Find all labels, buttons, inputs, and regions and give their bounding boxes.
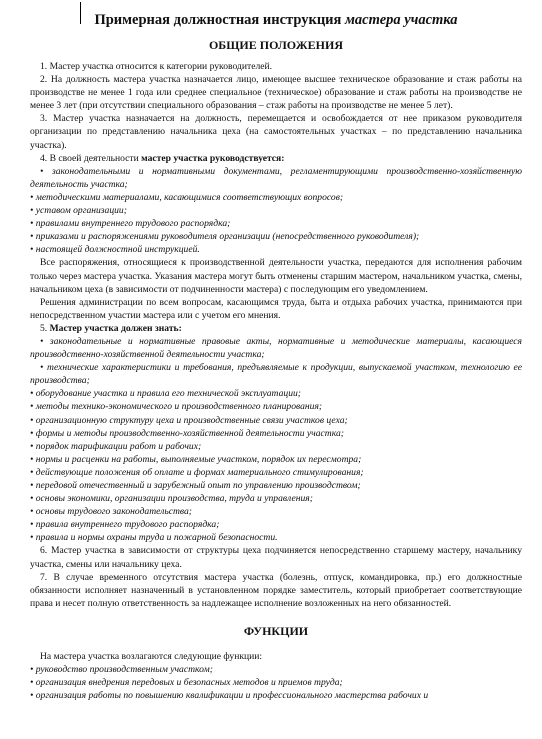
paragraph-4-lead: 4. В своей деятельности: [40, 152, 142, 164]
paragraph-orders: Все распоряжения, относящиеся к производственной деятельности участка, передаются для исполнения рабочим только через мастера участка. Указания мастера могут быть отменены старшим мастером, начальником участка, смены, начальником цеха (в зависимости от подчиненности мастера) с последующим его уведомлением.: [30, 257, 522, 295]
functions-intro: На мастера участка возлагаются следующие функции:: [40, 650, 263, 662]
section-heading-functions: ФУНКЦИИ: [243, 623, 309, 638]
list5-item: • законодательные и нормативные правовые акты, нормативные и методические материалы, касающиеся производственно-хозяйственной деятельности участка;: [30, 335, 522, 361]
list5-item: • правила и нормы охраны труда и пожарной безопасности.: [30, 532, 278, 544]
functions-item: • организация внедрения передовых и безопасных методов и приемов труда;: [30, 677, 343, 689]
paragraph-5-bold: Мастер участка должен знать:: [49, 322, 182, 334]
paragraph-1: 1. Мастер участка относится к категории руководителей.: [40, 61, 273, 72]
functions-item: • руководство производственным участком;: [30, 664, 213, 676]
list5-item: • правила внутреннего трудового распорядка;: [30, 519, 220, 531]
paragraph-3: 3. Мастер участка назначается на должность, перемещается и освобождается от нее приказом руководителя организации по представлению начальника цеха (на самостоятельных участках – по представлению начальника участка).: [30, 113, 522, 151]
list5-item: • технические характеристики и требования, предъявляемые к продукции, выпускаемой участком, технологию ее производства;: [30, 362, 522, 387]
section-heading-general: ОБЩИЕ ПОЛОЖЕНИЯ: [208, 38, 344, 52]
list4-item: • методическими материалами, касающимися соответствующих вопросов;: [30, 191, 344, 203]
document-title: [30, 12, 522, 29]
list5-item: • организационную структуру цеха и производственные связи участков цеха;: [30, 414, 348, 426]
paragraph-6: 6. Мастер участка в зависимости от структуры цеха подчиняется непосредственно старшему мастеру, начальнику участка, смены или начальнику цеха.: [30, 545, 522, 570]
paragraph-5-lead: 5.: [40, 322, 50, 334]
list5-item: • оборудование участка и правила его технической эксплуатации;: [30, 388, 301, 400]
list5-item: • действующие положения об оплате и формах материального стимулирования;: [30, 466, 364, 478]
list4-item: • настоящей должностной инструкцией.: [30, 244, 200, 256]
list4-item: • уставом организации;: [30, 205, 127, 217]
list4-item: • приказами и распоряжениями руководителя организации (непосредственного руководителя);: [30, 231, 420, 243]
list5-item: • передовой отечественный и зарубежный опыт по управлению производством;: [30, 480, 361, 491]
list4-item: • правилами внутреннего трудового распорядка;: [30, 218, 231, 230]
paragraph-admin: Решения администрации по всем вопросам, касающимся труда, быта и отдыха рабочих участка, принимаются при непосредственном участии мастера или с учетом его мнения.: [30, 296, 522, 321]
title-regular: Примерная должностная инструкция: [94, 12, 345, 28]
text-cursor: [80, 2, 81, 24]
list5-item: • основы трудового законодательства;: [30, 506, 192, 518]
list5-item: • формы и методы производственно-хозяйственной деятельности участка;: [30, 427, 344, 439]
list4-item: • законодательными и нормативными документами, регламентирующими производственно-хозяйственную деятельность участка;: [30, 165, 522, 190]
paragraph-5: [30, 322, 522, 335]
paragraph-4-bold: мастер участка руководствуется:: [141, 152, 285, 164]
paragraph-2: 2. На должность мастера участка назначается лицо, имеющее высшее техническое образование и стаж работы на производстве не менее 1 года или среднее специальное (техническое) образование и стаж работы на производстве не менее 3 лет (при отсутствии специального образования – стаж работы на производстве не менее 5 лет).: [30, 74, 522, 112]
list5-item: • основы экономики, организации производства, труда и управления;: [30, 493, 313, 505]
list5-item: • нормы и расценки на работы, выполняемые участком, порядок их пересмотра;: [30, 453, 362, 465]
functions-item: • организация работы по повышению квалификации и профессионального мастерства рабочих и: [30, 690, 429, 702]
title-italic: мастера участка: [345, 12, 458, 28]
list5-item: • методы технико-экономического и производственного планирования;: [30, 401, 323, 413]
list5-item: • порядок тарификации работ и рабочих;: [30, 440, 202, 452]
paragraph-4: [30, 152, 522, 165]
paragraph-7: 7. В случае временного отсутствия мастера участка (болезнь, отпуск, командировка, пр.) его должностные обязанности исполняет назначенный в установленном порядке заместитель, который приобретает соответствующие права и несет полную ответственность за надлежащее исполнение возложенных на него обязанностей.: [30, 571, 522, 609]
